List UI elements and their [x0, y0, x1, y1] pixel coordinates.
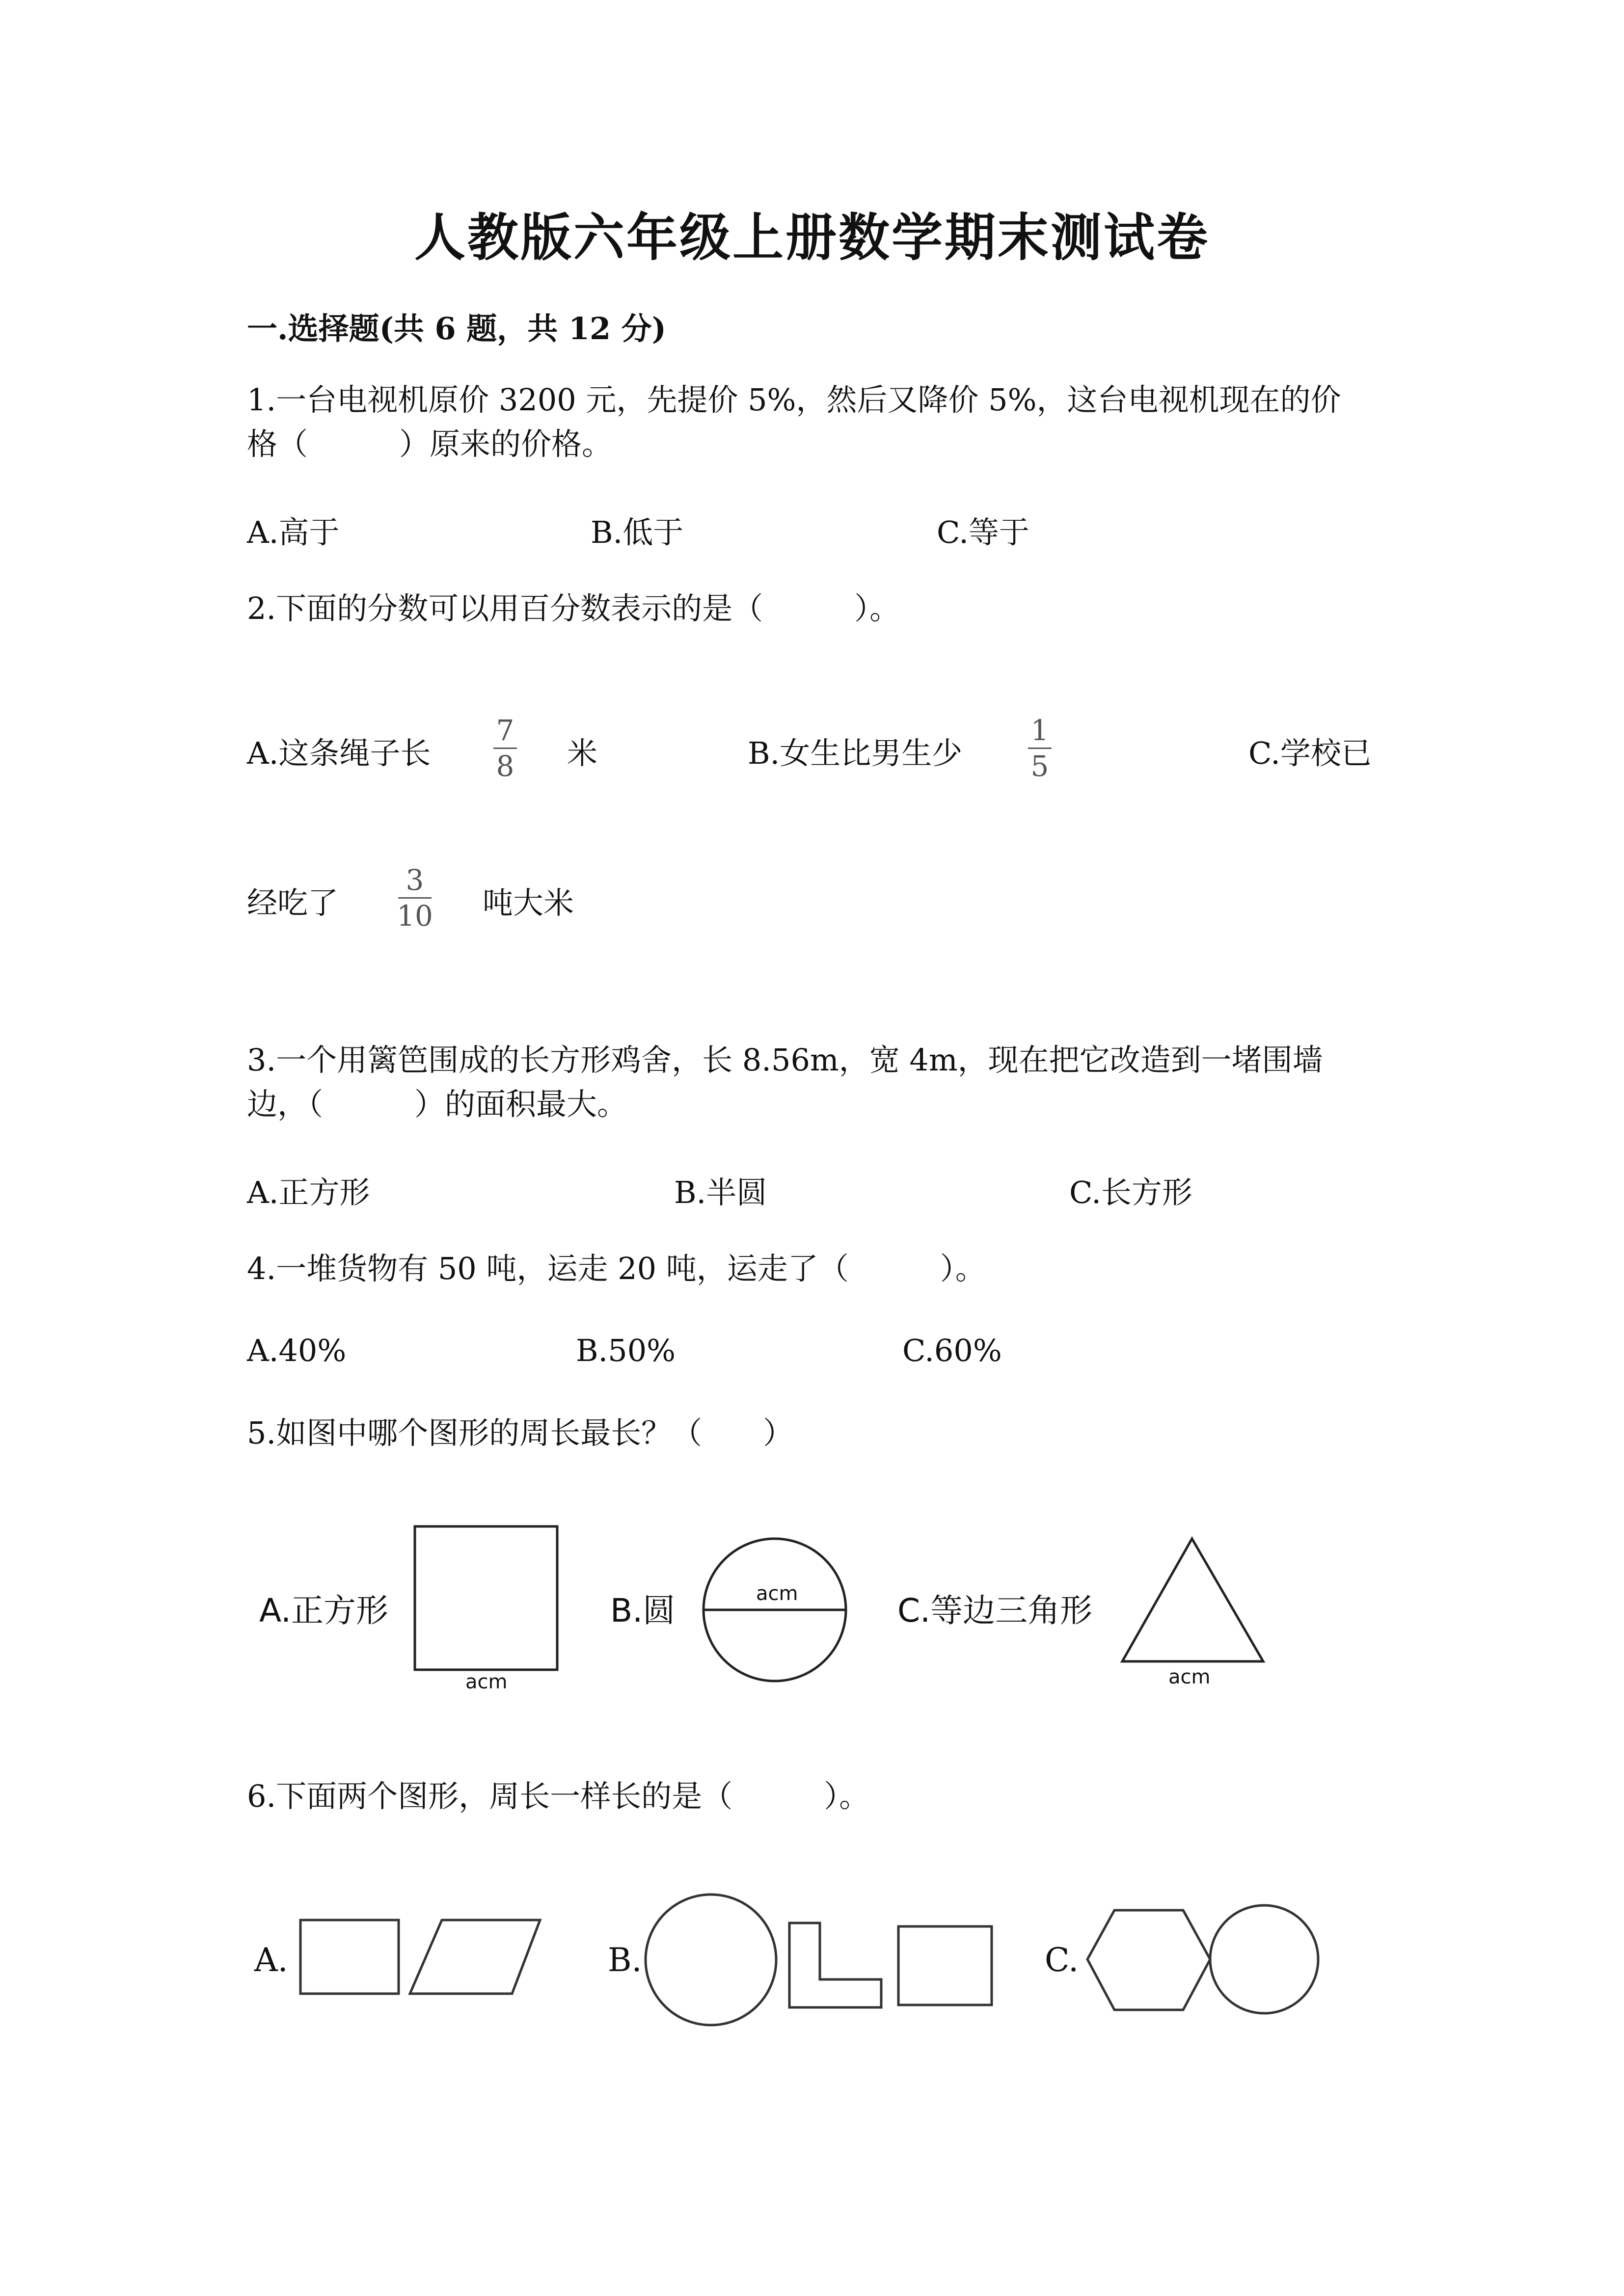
triangle-side-label: acm — [1168, 1666, 1211, 1688]
q1-stem-line2: 格（ ）原来的价格。 — [247, 426, 613, 462]
q5-label-c: C.等边三角形 — [897, 1592, 1093, 1629]
circle-shape — [646, 1895, 776, 2025]
hexagon-shape — [1087, 1910, 1210, 2010]
l-shape — [789, 1923, 881, 2007]
fraction-denominator: 8 — [496, 749, 514, 783]
q4-stem: 4.一堆货物有 50 吨，运走 20 吨，运走了（ ）。 — [247, 1251, 986, 1286]
q5-triangle-figure — [1119, 1534, 1272, 1691]
q5-square-figure — [412, 1524, 565, 1701]
fraction-denominator: 5 — [1030, 749, 1049, 783]
parallelogram-shape — [410, 1920, 540, 1994]
q6-option-a-figures — [295, 1914, 550, 2002]
rectangle-shape — [898, 1926, 992, 2005]
q2-option-c-continued: 经吃了 — [247, 885, 339, 921]
q2-option-b-fraction — [1025, 714, 1055, 782]
q5-stem: 5.如图中哪个图形的周长最长？（ ） — [247, 1415, 794, 1451]
q2-option-c-text: C.学校已 — [1248, 735, 1372, 771]
q3-option-b: B.半圆 — [674, 1175, 767, 1210]
q5-label-a: A.正方形 — [259, 1592, 388, 1629]
square-shape — [415, 1526, 557, 1670]
page-title: 人教版六年级上册数学期末测试卷 — [414, 207, 1210, 267]
q6-option-b-figures — [641, 1892, 1004, 2032]
fraction-bar — [1028, 748, 1052, 749]
fraction-numerator: 1 — [1030, 714, 1049, 747]
q6-option-c-figures — [1080, 1899, 1330, 2015]
q6-label-b: B. — [608, 1941, 642, 1979]
q3-stem-line1: 3.一个用篱笆围成的长方形鸡舍，长 8.56m，宽 4m，现在把它改造到一堵围墙 — [247, 1042, 1323, 1078]
q3-option-a: A.正方形 — [247, 1175, 370, 1210]
q3-option-c: C.长方形 — [1069, 1175, 1192, 1210]
fraction-bar — [398, 897, 432, 899]
circle-diameter-label: acm — [756, 1582, 798, 1605]
q1-option-c: C.等于 — [937, 514, 1029, 550]
q5-label-b: B.圆 — [610, 1592, 676, 1629]
q1-option-b: B.低于 — [591, 514, 684, 550]
q2-stem: 2.下面的分数可以用百分数表示的是（ ）。 — [247, 590, 900, 626]
section-heading: 一.选择题(共 6 题，共 12 分) — [247, 311, 667, 347]
q2-option-c-unit: 吨大米 — [483, 885, 574, 921]
q6-stem: 6.下面两个图形，周长一样长的是（ ）。 — [247, 1778, 870, 1814]
fraction-numerator: 3 — [406, 863, 424, 897]
triangle-shape — [1122, 1539, 1263, 1661]
q1-stem-line1: 1.一台电视机原价 3200 元，先提价 5%，然后又降价 5%，这台电视机现在的价 — [247, 382, 1341, 418]
square-side-label: acm — [465, 1671, 508, 1693]
q4-option-b: B.50% — [576, 1333, 676, 1368]
q2-option-b-text: B.女生比男生少 — [748, 735, 963, 771]
q1-option-a: A.高于 — [247, 514, 340, 550]
circle-shape — [1210, 1905, 1318, 2013]
q2-option-a-unit: 米 — [567, 735, 598, 771]
q2-option-c-fraction — [395, 864, 434, 932]
fraction-denominator: 10 — [397, 899, 433, 933]
q3-stem-line2: 边，（ ）的面积最大。 — [247, 1086, 628, 1122]
q2-option-a-text: A.这条绳子长 — [247, 735, 431, 771]
q5-circle-figure — [700, 1536, 852, 1688]
fraction-numerator: 7 — [496, 714, 514, 747]
q4-option-a: A.40% — [247, 1333, 347, 1368]
rectangle-shape — [300, 1920, 399, 1994]
q6-label-a: A. — [254, 1941, 288, 1979]
q6-label-c: C. — [1045, 1941, 1079, 1979]
q2-option-a-fraction — [490, 714, 520, 782]
fraction-bar — [493, 748, 517, 749]
q4-option-c: C.60% — [902, 1333, 1002, 1368]
